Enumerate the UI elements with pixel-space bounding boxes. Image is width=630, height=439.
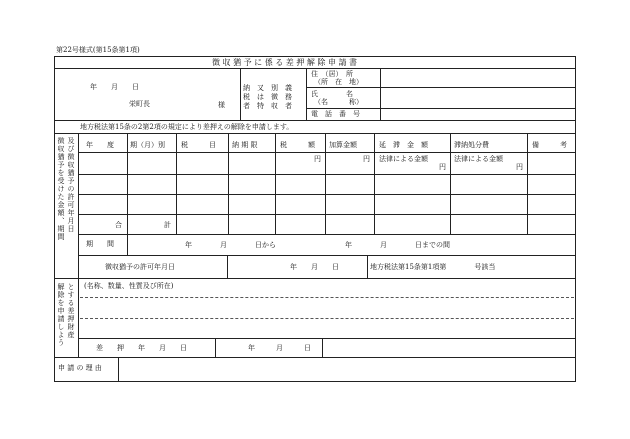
total-divider (78, 234, 575, 235)
seizure-date: 年 月 日 (248, 344, 311, 352)
property-hint: (名称、数量、性質及び所在) (84, 282, 174, 290)
col-year: 年 度 (86, 141, 114, 149)
seizure-divider-2 (322, 338, 323, 357)
period-from: 年 月 日から (185, 241, 276, 249)
taxpayer-label-2: 税 は 徴 務 (243, 93, 292, 101)
declaration-top (54, 120, 576, 121)
col-additional: 加算金額 (329, 141, 357, 149)
frame-right (575, 56, 576, 382)
permission-bottom (54, 278, 576, 279)
address-label: 住 （居） 所 (311, 70, 353, 78)
table-top (54, 133, 576, 134)
taxpayer-label-1: 納 又 別 義 (243, 84, 292, 92)
law-ref-divider (367, 255, 368, 278)
section-label-divider (78, 133, 79, 278)
addressee-sama: 様 (218, 101, 225, 109)
frame-top (54, 56, 576, 57)
address-divider (306, 87, 576, 88)
addressee: 栄町長 (129, 100, 150, 108)
unit-delinquency: 円 (439, 163, 446, 171)
col-div-7 (450, 133, 451, 234)
applicant-divider-3 (380, 68, 381, 120)
unit-tax-amount: 円 (314, 155, 321, 163)
permission-divider (227, 255, 228, 278)
taxpayer-label-3: 者 特 収 者 (243, 102, 292, 110)
legal-amount-delinquency: 法律による金額 (379, 155, 428, 163)
col-remarks: 備 考 (532, 141, 567, 149)
seizure-bottom (54, 357, 576, 358)
property-line-1 (80, 297, 574, 298)
legal-amount-suspended: 法律による金額 (454, 155, 503, 163)
application-date: 年 月 日 (90, 83, 139, 91)
property-line-2 (80, 318, 574, 319)
reason-divider (118, 357, 119, 381)
unit-suspended: 円 (516, 163, 523, 171)
reason-label: 申 請 の 理 由 (58, 364, 102, 372)
address-sub-label: （所 在 地） (314, 78, 363, 86)
col-div-1 (127, 133, 128, 234)
col-div-3 (228, 133, 229, 234)
col-delinquency: 延 滞 金 額 (379, 141, 428, 149)
release-label-2: とする差押財産 (67, 283, 75, 339)
seizure-divider-1 (215, 338, 216, 357)
section-label-1: 及び徴収猶予の許可年月日 (67, 137, 75, 233)
name-sub-label: （名 称） (314, 98, 363, 106)
col-div-4 (275, 133, 276, 234)
seizure-top (78, 338, 575, 339)
row-divider-3 (78, 214, 575, 215)
row-divider-1 (78, 174, 575, 175)
unit-additional: 円 (363, 155, 370, 163)
permission-label: 徴収猶予の許可年月日 (105, 263, 175, 271)
release-label-divider (78, 278, 79, 357)
header-divider (78, 152, 575, 153)
seizure-label: 差 押 年 月 日 (96, 344, 187, 352)
col-suspended: 滞納処分費 (454, 141, 489, 149)
title-divider (54, 68, 576, 69)
law-reference: 地方税法第15条第1項第 号該当 (370, 263, 496, 271)
permission-date: 年 月 日 (290, 263, 339, 271)
phone-label: 電 話 番 号 (311, 110, 360, 118)
form-number: 第22号様式(第15条第1項) (56, 46, 140, 54)
total-label: 合 計 (115, 221, 171, 229)
col-period: 期（月）別 (130, 141, 165, 149)
name-divider (306, 108, 576, 109)
col-deadline: 納 期 限 (232, 141, 258, 149)
col-tax: 税 目 (181, 141, 216, 149)
release-label-1: 解除を申請しよう (57, 283, 65, 347)
col-div-8 (527, 133, 528, 234)
period-divider (127, 234, 128, 255)
col-tax-amount: 税 額 (280, 141, 315, 149)
col-div-2 (176, 133, 177, 234)
period-label: 期 間 (86, 240, 114, 248)
name-label: 氏 名 (311, 90, 353, 98)
row-divider-2 (78, 194, 575, 195)
col-div-6 (374, 133, 375, 234)
frame-left (54, 56, 55, 382)
applicant-divider-2 (306, 68, 307, 120)
section-label-2: 徴収猶予を受けた金額、期間 (57, 137, 65, 241)
applicant-divider-1 (240, 68, 241, 120)
period-bottom (78, 255, 575, 256)
form-title: 徴 収 猶 予 に 係 る 差 押 解 除 申 請 書 (212, 58, 358, 67)
frame-bottom (54, 381, 576, 382)
period-to: 年 月 日までの間 (345, 241, 450, 249)
declaration-text: 地方税法第15条の2第2項の規定により差押えの解除を申請します。 (80, 123, 294, 131)
col-div-5 (325, 133, 326, 234)
